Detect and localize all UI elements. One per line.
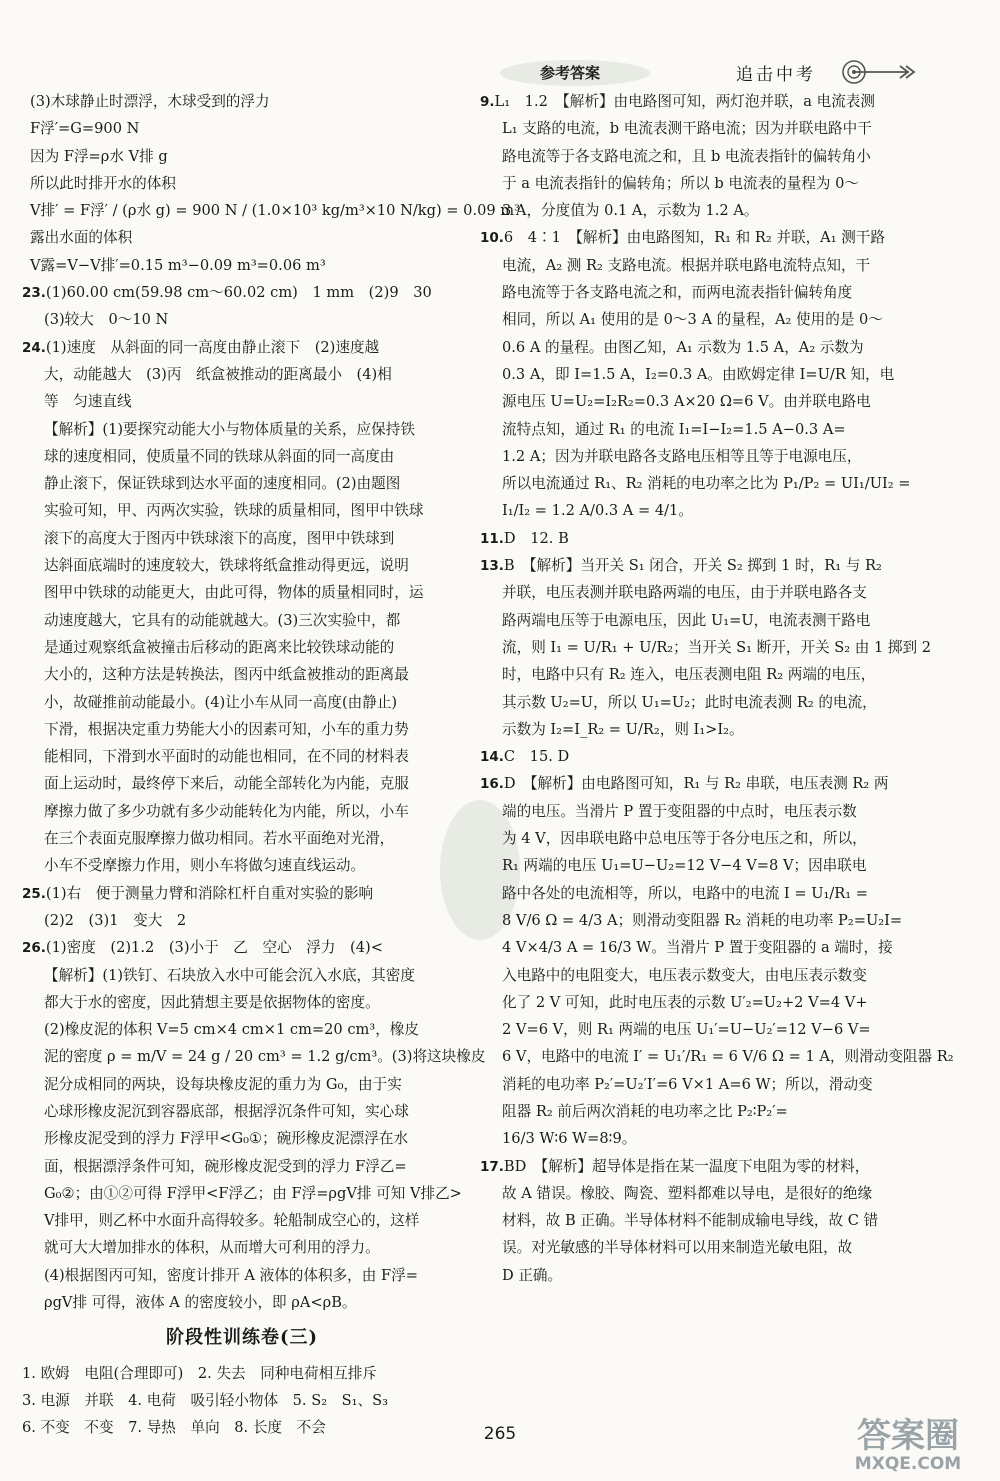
answer-text: 流特点知，通过 R₁ 的电流 I₁=I−I₂=1.5 A−0.3 A= (502, 420, 846, 438)
text-line (480, 1098, 920, 1125)
text-line (22, 743, 462, 770)
text-line (22, 1153, 462, 1180)
text-line (480, 552, 920, 579)
text-line (480, 497, 920, 524)
text-line (22, 143, 462, 170)
answer-text: 小车不受摩擦力作用，则小车将做匀速直线运动。 (44, 857, 366, 875)
answer-text: (3)较大 0～10 N (44, 311, 169, 329)
answer-text: (1)右 便于测量力臂和消除杠杆自重对实验的影响 (45, 884, 374, 902)
text-line (22, 470, 462, 497)
watermark-line1: 答案圈 (857, 1416, 959, 1456)
text-line (480, 1207, 920, 1234)
text-line (480, 252, 920, 279)
answer-text: 误。对光敏感的半导体材料可以用来制造光敏电阻，故 (502, 1239, 853, 1257)
answer-text: 【解析】(1)要探究动能大小与物体质量的关系，应保持铁 (44, 420, 415, 438)
answer-text: 电流，A₂ 测 R₂ 支路电流。根据并联电路电流特点知，干 (502, 256, 871, 274)
question-number: 16. (480, 776, 504, 793)
answer-text: 心球形橡皮泥沉到容器底部，根据浮沉条件可知，实心球 (44, 1102, 409, 1120)
answer-text: 1.2 A；因为并联电路各支路电压相等且等于电源电压， (502, 447, 862, 465)
text-line (480, 1016, 920, 1043)
answer-text: R₁ 两端的电压 U₁=U−U₂=12 V−4 V=8 V；因串联电 (502, 857, 867, 875)
answer-text: 滚下的高度大于图丙中铁球滚下的高度，图甲中铁球到 (44, 529, 395, 547)
answer-text: 流，则 I₁ = U/R₁ + U/R₂；当开关 S₁ 断开，开关 S₂ 由 1 掷到 2 (502, 638, 932, 656)
text-line (480, 716, 920, 743)
answer-text: 3. 电源 并联 4. 电荷 吸引轻小物体 5. S₂ S₁、S₃ (22, 1391, 388, 1409)
text-line (22, 989, 462, 1016)
text-line (480, 852, 920, 879)
text-line (22, 716, 462, 743)
answer-text: 2 V=6 V，则 R₁ 两端的电压 U₁′=U−U₂′=12 V−6 V= (502, 1021, 871, 1039)
answer-text: 16/3 W∶6 W=8∶9。 (502, 1130, 637, 1148)
text-line (480, 1234, 920, 1261)
answer-text: 路电流等于各支路电流之和，而两电流表指针偏转角度 (502, 284, 853, 302)
answer-text: 面上运动时，最终停下来后，动能全部转化为内能，克服 (44, 775, 409, 793)
answer-text: (2)橡皮泥的体积 V=5 cm×4 cm×1 cm=20 cm³，橡皮 (44, 1021, 419, 1039)
answer-text: (4)根据图丙可知，密度计排开 A 液体的体积多，由 F浮= (44, 1266, 418, 1284)
answer-text: 1. 欧姆 电阻(合理即可) 2. 失去 同种电荷相互排斥 (22, 1364, 377, 1382)
text-line (480, 388, 920, 415)
answer-text: 实验可知，甲、丙两次实验，铁球的质量相同，图甲中铁球 (44, 502, 424, 520)
answer-text: 小，故碰推前动能最小。(4)让小车从同一高度(由静止) (44, 693, 398, 711)
text-line (22, 88, 462, 115)
text-line (22, 962, 462, 989)
section-title: 阶段性训练卷(三) (165, 1327, 319, 1349)
answer-text: 因为 F浮=ρ水 V排 g (30, 147, 168, 165)
text-line (22, 252, 462, 279)
answer-text: 相同，所以 A₁ 使用的是 0～3 A 的量程，A₂ 使用的是 0～ (502, 311, 883, 329)
answer-text: 0.6 A 的量程。由图乙知，A₁ 示数为 1.5 A，A₂ 示数为 (502, 338, 864, 356)
answer-text: 就可大大增加排水的体积，从而增大可利用的浮力。 (44, 1239, 380, 1257)
text-line (22, 1125, 462, 1152)
answer-text: 8 V/6 Ω = 4/3 A；则滑动变阻器 R₂ 消耗的电功率 P₂=U₂I= (502, 911, 903, 929)
text-line (480, 1262, 920, 1289)
answer-text: 4 V×4/3 A = 16/3 W。当滑片 P 置于变阻器的 a 端时，接 (502, 939, 893, 957)
text-line (22, 1207, 462, 1234)
text-line (22, 224, 462, 251)
text-line (480, 443, 920, 470)
text-line (22, 197, 520, 224)
text-line (480, 1043, 954, 1070)
answer-text: L₁ 支路的电流，b 电流表测干路电流；因为并联电路中干 (502, 120, 872, 138)
question-number: 13. (480, 558, 504, 575)
answer-text: 所以电流通过 R₁、R₂ 消耗的电功率之比为 P₁/P₂ = UI₁/UI₂ = (502, 475, 911, 493)
text-line (480, 1125, 920, 1152)
text-line (22, 1180, 462, 1207)
answer-text: (3)木球静止时漂浮，木球受到的浮力 (30, 93, 270, 110)
answer-text: 大小的，这种方法是转换法，图丙中纸盒被推动的距离最 (44, 666, 409, 684)
header-title: 追击中考 (736, 65, 816, 85)
question-number: 10. (480, 230, 504, 247)
question-number: 11. (480, 530, 504, 547)
answer-text: 静止滚下，保证铁球到达水平面的速度相同。(2)由题图 (44, 475, 401, 493)
text-line (480, 634, 932, 661)
answer-text: V露=V−V排′=0.15 m³−0.09 m³=0.06 m³ (30, 256, 326, 274)
right-answer-lines (480, 88, 954, 1289)
text-line (22, 1098, 462, 1125)
answer-text: I₁/I₂ = 1.2 A/0.3 A = 4/1。 (502, 502, 693, 520)
answer-text: 0.3 A，即 I=1.5 A，I₂=0.3 A。由欧姆定律 I=U/R 知，电 (502, 365, 895, 383)
text-line (22, 907, 462, 934)
answer-text: 路中各处的电流相等，所以，电路中的电流 I = U₁/R₁ = (502, 884, 868, 902)
answer-text: 6 V，电路中的电流 I′ = U₁′/R₁ = 6 V/6 Ω = 1 A，则滑动变阻器 R₂ (502, 1048, 954, 1066)
answer-text: (1)速度 从斜面的同一高度由静止滚下 (2)速度越 (45, 338, 380, 356)
text-line (480, 934, 920, 961)
answer-text: D 正确。 (502, 1266, 563, 1284)
text-line (480, 334, 920, 361)
text-line (22, 634, 462, 661)
text-line (22, 770, 462, 797)
answer-text: 6 4∶1 【解析】由电路图知，R₁ 和 R₂ 并联，A₁ 测干路 (503, 229, 885, 247)
answer-text: 所以此时排开水的体积 (30, 174, 176, 192)
text-line (480, 743, 920, 770)
question-number: 14. (480, 749, 504, 766)
answer-text: 入电路中的电阻变大，电压表示数变大，由电压表示数变 (502, 966, 867, 984)
answer-text: 动速度越大，它具有的动能就越大。(3)三次实验中，都 (44, 611, 401, 629)
answer-text: C 15. D (503, 748, 570, 766)
question-number: 25. (22, 885, 46, 902)
text-line (480, 197, 920, 224)
question-number: 9. (480, 94, 495, 110)
text-line (22, 1262, 462, 1289)
text-line (480, 306, 920, 333)
answer-text: 其示数 U₂=U，所以 U₁=U₂；此时电流表测 R₂ 的电流， (502, 693, 877, 711)
text-line (22, 552, 462, 579)
text-line (480, 962, 920, 989)
answer-text: 形橡皮泥受到的浮力 F浮甲<G₀①；碗形橡皮泥漂浮在水 (44, 1130, 409, 1148)
text-line (22, 388, 462, 415)
answer-text: 下滑，根据决定重力势能大小的因素可知，小车的重力势 (44, 720, 409, 738)
answer-text: 为 4 V，因串联电路中总电压等于各分电压之和，所以， (502, 830, 867, 848)
question-number: 17. (480, 1158, 504, 1175)
text-line (480, 798, 920, 825)
answer-text: 源电压 U=U₂=I₂R₂=0.3 A×20 Ω=6 V。由并联电路电 (502, 393, 871, 411)
text-line (480, 143, 920, 170)
answer-text: 路电流等于各支路电流之和，且 b 电流表指针的偏转角小 (502, 147, 871, 165)
watermark-line2: MXQE.COM (854, 1454, 962, 1474)
text-line (22, 306, 462, 333)
text-line (22, 825, 462, 852)
text-line (480, 1153, 920, 1180)
text-line (480, 470, 920, 497)
text-line (480, 224, 920, 251)
answer-text: D 12. B (503, 529, 569, 547)
text-line (22, 852, 462, 879)
answer-text: B 【解析】当开关 S₁ 闭合，开关 S₂ 掷到 1 时，R₁ 与 R₂ (503, 557, 882, 575)
text-line (22, 416, 462, 443)
answer-text: 都大于水的密度，因此猜想主要是依据物体的密度。 (44, 993, 380, 1011)
answer-text: V排′ = F浮′ / (ρ水 g) = 900 N / (1.0×10³ kg/m³×10 N/kg) = 0.09 m³ (30, 202, 520, 220)
answer-text: 6. 不变 不变 7. 导热 单向 8. 长度 不会 (22, 1419, 326, 1437)
text-line (22, 279, 462, 306)
text-line (22, 361, 462, 388)
text-line (22, 497, 462, 524)
text-line (480, 825, 920, 852)
text-line (22, 607, 462, 634)
text-line (480, 661, 920, 688)
answer-text: 泥的密度 ρ = m/V = 24 g / 20 cm³ = 1.2 g/cm³。(3)将这块橡皮 (44, 1048, 486, 1066)
text-line (480, 989, 920, 1016)
text-line (22, 798, 462, 825)
question-number: 23. (22, 285, 46, 302)
answer-text: 并联，电压表测并联电路两端的电压，由于并联电路各支 (502, 584, 867, 602)
answer-text: 等 匀速直线 (44, 393, 132, 411)
text-line (480, 88, 920, 115)
answer-text: G₀②；由①②可得 F浮甲<F浮乙；由 F浮=ρgV排 可知 V排乙> (44, 1184, 462, 1202)
answer-text: (1)密度 (2)1.2 (3)小于 乙 空心 浮力 (4)< (45, 939, 383, 957)
text-line (480, 115, 920, 142)
text-line (22, 525, 462, 552)
answer-text: 时，电路中只有 R₂ 连入，电压表测电阻 R₂ 两端的电压， (502, 666, 876, 684)
text-line (480, 907, 920, 934)
text-line (22, 1360, 462, 1387)
answer-text: (2)2 (3)1 变大 2 (44, 911, 187, 929)
question-number: 26. (22, 940, 46, 957)
text-line (480, 416, 920, 443)
watermark-logo (828, 1407, 988, 1475)
text-line (480, 1071, 920, 1098)
text-line (480, 579, 920, 606)
answer-text: 材料，故 B 正确。半导体材料不能制成输电导线，故 C 错 (502, 1212, 879, 1230)
answer-text: 能相同，下滑到水平面时的动能也相同，在不同的材料表 (44, 748, 409, 766)
text-line (480, 279, 920, 306)
right-column (480, 88, 954, 1289)
answer-text: 3 A，分度值为 0.1 A，示数为 1.2 A。 (502, 202, 759, 220)
text-line (22, 170, 462, 197)
answer-text: D 【解析】由电路图可知，R₁ 与 R₂ 串联，电压表测 R₂ 两 (503, 775, 889, 793)
answer-text: (1)60.00 cm(59.98 cm～60.02 cm) 1 mm (2)9 30 (45, 284, 432, 302)
text-line (22, 934, 462, 961)
text-line (22, 334, 462, 361)
text-line (480, 689, 920, 716)
text-line (22, 579, 462, 606)
answer-text: V排甲，则乙杯中水面升高得较多。轮船制成空心的，这样 (44, 1212, 420, 1230)
answer-text: ρgV排 可得，液体 A 的密度较小，即 ρA<ρB。 (44, 1294, 357, 1312)
text-line (22, 1043, 486, 1070)
text-line (22, 115, 462, 142)
text-line (480, 170, 920, 197)
answer-text: 是通过观察纸盒被撞击后移动的距离来比较铁球动能的 (44, 638, 395, 656)
text-line (22, 1289, 462, 1316)
text-line (480, 880, 920, 907)
answer-text: 化了 2 V 可知，此时电压表的示数 U′₂=U₂+2 V=4 V+ (502, 993, 868, 1011)
text-line (22, 443, 462, 470)
answer-text: 摩擦力做了多少功就有多少动能转化为内能，所以，小车 (44, 802, 409, 820)
header-label: 参考答案 (540, 64, 601, 82)
target-logo-icon (840, 58, 920, 86)
answer-text: 在三个表面克服摩擦力做功相同。若水平面绝对光滑， (44, 830, 395, 848)
answer-text: 露出水面的体积 (30, 229, 133, 247)
text-line (22, 661, 462, 688)
text-line (22, 1071, 462, 1098)
text-line (22, 689, 462, 716)
answer-text: BD 【解析】超导体是指在某一温度下电阻为零的材料， (503, 1157, 870, 1175)
answer-text: 阻器 R₂ 前后两次消耗的电功率之比 P₂∶P₂′= (502, 1102, 788, 1120)
answer-text: 面，根据漂浮条件可知，碗形橡皮泥受到的浮力 F浮乙= (44, 1157, 407, 1175)
question-number: 24. (22, 339, 46, 356)
answer-text: L₁ 1.2 【解析】由电路图可知，两灯泡并联，a 电流表测 (494, 93, 875, 110)
text-line (480, 607, 920, 634)
text-line (480, 361, 920, 388)
answer-text: 于 a 电流表指针的偏转角；所以 b 电流表的量程为 0～ (502, 174, 859, 192)
answer-text: F浮′=G=900 N (30, 120, 140, 138)
text-line (22, 1016, 462, 1043)
answer-text: 路两端电压等于电源电压，因此 U₁=U，电流表测干路电 (502, 611, 871, 629)
answer-text: 示数为 I₂=I_R₂ = U/R₂，则 I₁>I₂。 (502, 720, 744, 738)
answer-text: 【解析】(1)铁钉、石块放入水中可能会沉入水底，其密度 (44, 966, 415, 984)
text-line (22, 1234, 462, 1261)
answer-text: 达斜面底端时的速度较大，铁球将纸盒推动得更远，说明 (44, 557, 409, 575)
answer-text: 故 A 错误。橡胶、陶瓷、塑料都难以导电，是很好的绝缘 (502, 1184, 873, 1202)
text-line (480, 1180, 920, 1207)
answer-text: 大，动能越大 (3)丙 纸盒被推动的距离最小 (4)相 (44, 365, 392, 383)
text-line (22, 880, 462, 907)
page-number: 265 (483, 1424, 517, 1444)
answer-text: 球的速度相同，使质量不同的铁球从斜面的同一高度由 (44, 447, 395, 465)
text-line (480, 770, 920, 797)
answer-text: 端的电压。当滑片 P 置于变阻器的中点时，电压表示数 (502, 802, 857, 820)
text-line (22, 1387, 462, 1414)
page-header (500, 58, 970, 92)
answer-text: 图甲中铁球的动能更大，由此可得，物体的质量相同时，运 (44, 584, 424, 602)
text-line (480, 525, 920, 552)
answer-text: 消耗的电功率 P₂′=U₂′I′=6 V×1 A=6 W；所以，滑动变 (502, 1075, 873, 1093)
answer-text: 泥分成相同的两块，设每块橡皮泥的重力为 G₀，由于实 (44, 1075, 402, 1093)
